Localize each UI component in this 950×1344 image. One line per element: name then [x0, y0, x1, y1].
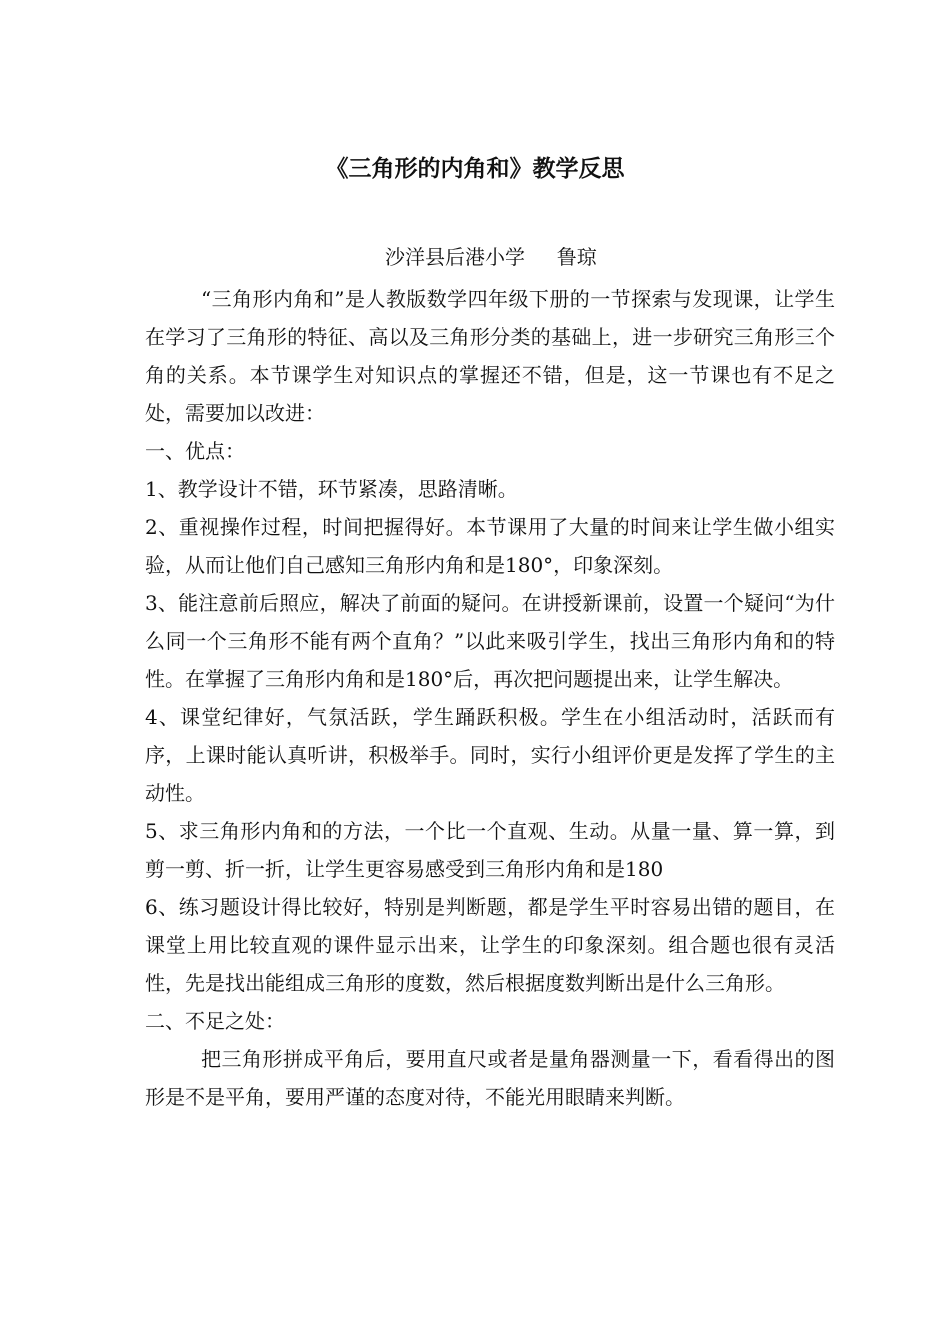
- strength-point-3: 3、能注意前后照应，解决了前面的疑问。在讲授新课前，设置一个疑问“为什么同一个三角形不能有两个直角？”以此来吸引学生，找出三角形内角和的特性。在掌握了三角形内角和是180°后，再次把问题提出来，让学生解决。: [145, 591, 835, 691]
- strength-point-6: 6、练习题设计得比较好，特别是判断题，都是学生平时容易出错的题目，在课堂上用比较直观的课件显示出来，让学生的印象深刻。组合题也很有灵活性，先是找出能组成三角形的度数，然后根据度数判断出是什么三角形。: [145, 895, 835, 995]
- strength-point-4: 4、课堂纪律好，气氛活跃，学生踊跃积极。学生在小组活动时，活跃而有序，上课时能认真听讲，积极举手。同时，实行小组评价更是发挥了学生的主动性。: [145, 705, 835, 805]
- strength-point-2: 2、重视操作过程，时间把握得好。本节课用了大量的时间来让学生做小组实验，从而让他们自己感知三角形内角和是180°，印象深刻。: [145, 515, 835, 577]
- shortcoming-paragraph: 把三角形拼成平角后，要用直尺或者是量角器测量一下，看看得出的图形是不是平角，要用严谨的态度对待，不能光用眼睛来判断。: [145, 1047, 835, 1109]
- section-heading-strengths: 一、优点：: [145, 439, 245, 463]
- section-heading-shortcomings: 二、不足之处：: [145, 1009, 285, 1033]
- document-body: [145, 280, 835, 1116]
- document-title: 《三角形的内角和》教学反思: [325, 156, 625, 182]
- author-line: 沙洋县后港小学 鲁琼: [385, 245, 597, 269]
- intro-paragraph: “三角形内角和”是人教版数学四年级下册的一节探索与发现课，让学生在学习了三角形的特征、高以及三角形分类的基础上，进一步研究三角形三个角的关系。本节课学生对知识点的掌握还不错，但是，这一节课也有不足之处，需要加以改进：: [145, 287, 835, 425]
- strength-point-1: 1、教学设计不错，环节紧凑，思路清晰。: [145, 477, 518, 501]
- strength-point-5: 5、求三角形内角和的方法，一个比一个直观、生动。从量一量、算一算，到剪一剪、折一折，让学生更容易感受到三角形内角和是180: [145, 819, 835, 881]
